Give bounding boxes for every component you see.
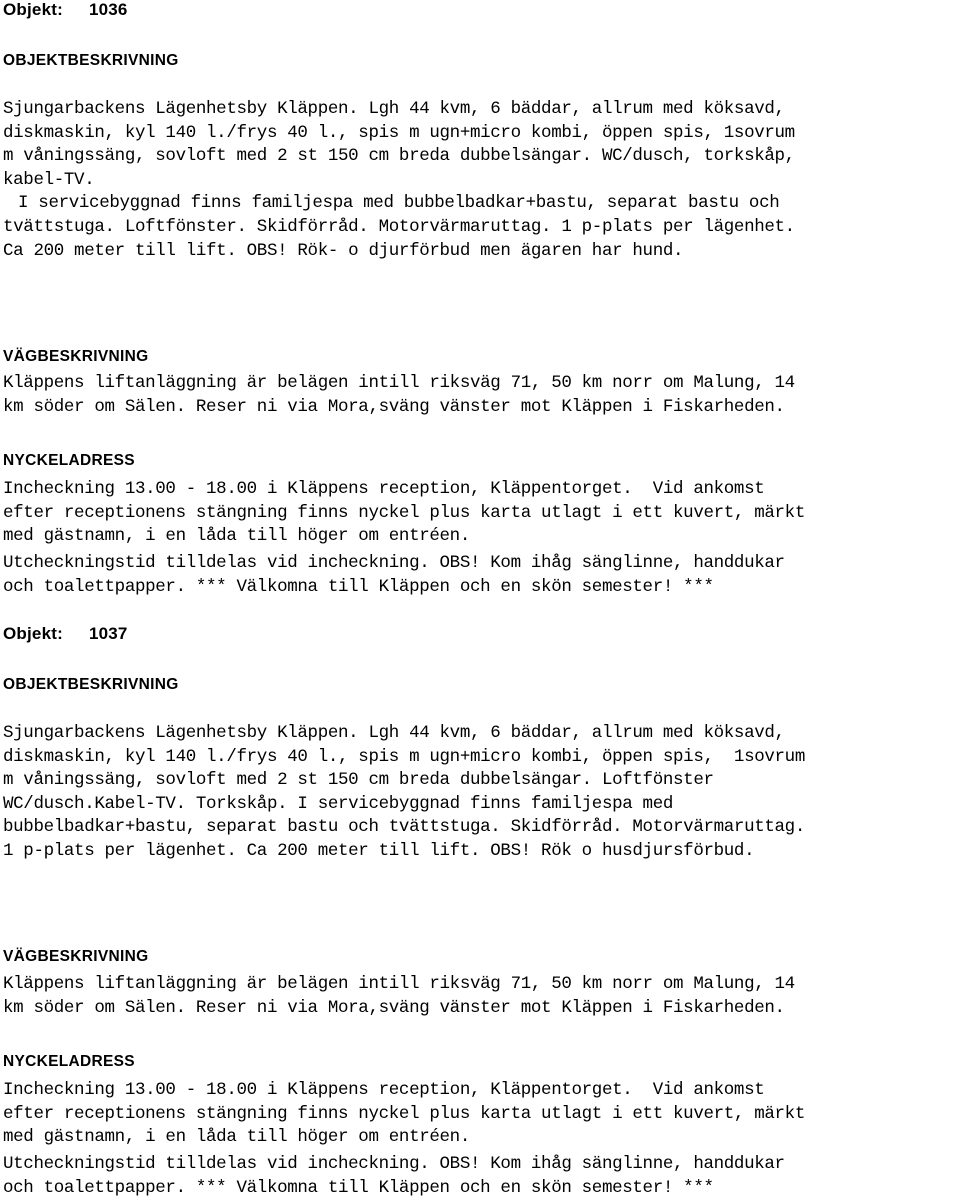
text-line: m våningssäng, sovloft med 2 st 150 cm breda dubbelsängar. WC/dusch, torkskåp,	[3, 146, 795, 167]
text-line: m våningssäng, sovloft med 2 st 150 cm breda dubbelsängar. Loftfönster	[3, 770, 714, 791]
objekt-title	[3, 622, 128, 646]
text-line: diskmaskin, kyl 140 l./frys 40 l., spis m ugn+micro kombi, öppen spis, 1sovrum	[3, 122, 795, 143]
text-line: km söder om Sälen. Reser ni via Mora,sväng vänster mot Kläppen i Fiskarheden.	[3, 396, 785, 417]
vagbeskrivning-text	[3, 372, 960, 419]
objektbeskrivning-heading: OBJEKTBESKRIVNING	[3, 676, 179, 693]
text-line: Sjungarbackens Lägenhetsby Kläppen. Lgh 44 kvm, 6 bäddar, allrum med köksavd,	[3, 723, 785, 743]
text-line: diskmaskin, kyl 140 l./frys 40 l., spis m ugn+micro kombi, öppen spis, 1sovrum	[3, 746, 805, 767]
vagbeskrivning-heading: VÄGBESKRIVNING	[3, 348, 149, 365]
text-line: Incheckning 13.00 - 18.00 i Kläppens reception, Kläppentorget. Vid ankomst	[3, 1080, 765, 1100]
text-line: och toalettpapper. *** Välkomna till Kläppen och en skön semester! ***	[3, 1177, 714, 1198]
objekt-label: Objekt:	[3, 0, 63, 19]
nyckeladress-heading: NYCKELADRESS	[3, 1053, 135, 1070]
vagbeskrivning-text	[3, 973, 960, 1020]
text-line: kabel-TV.	[3, 169, 95, 190]
text-line: efter receptionens stängning finns nyckel plus karta utlagt i ett kuvert, märkt	[3, 1103, 805, 1124]
text-line: Sjungarbackens Lägenhetsby Kläppen. Lgh 44 kvm, 6 bäddar, allrum med köksavd,	[3, 99, 785, 119]
nyckeladress-text	[3, 1079, 960, 1150]
text-line: bubbelbadkar+bastu, separat bastu och tvättstuga. Skidförråd. Motorvärmaruttag.	[3, 817, 805, 838]
text-line: efter receptionens stängning finns nyckel plus karta utlagt i ett kuvert, märkt	[3, 502, 805, 523]
utcheckning-text	[3, 1153, 960, 1200]
text-line: med gästnamn, i en låda till höger om entréen.	[3, 526, 470, 547]
objektbeskrivning-heading: OBJEKTBESKRIVNING	[3, 52, 179, 69]
text-line: och toalettpapper. *** Välkomna till Kläppen och en skön semester! ***	[3, 576, 714, 597]
text-line: med gästnamn, i en låda till höger om entréen.	[3, 1127, 470, 1148]
utcheckning-text	[3, 552, 960, 599]
text-line: Utcheckningstid tilldelas vid incheckning. OBS! Kom ihåg sänglinne, handdukar	[3, 1154, 785, 1174]
vagbeskrivning-heading: VÄGBESKRIVNING	[3, 948, 149, 965]
text-line: tvättstuga. Loftfönster. Skidförråd. Motorvärmaruttag. 1 p-plats per lägenhet.	[3, 216, 795, 237]
nyckeladress-text	[3, 478, 960, 549]
text-line: WC/dusch.Kabel-TV. Torkskåp. I servicebyggnad finns familjespa med	[3, 793, 674, 814]
text-line: km söder om Sälen. Reser ni via Mora,sväng vänster mot Kläppen i Fiskarheden.	[3, 997, 785, 1018]
objekt-label: Objekt:	[3, 624, 63, 643]
text-line: Ca 200 meter till lift. OBS! Rök- o djurförbud men ägaren har hund.	[3, 240, 684, 261]
text-line: Utcheckningstid tilldelas vid incheckning. OBS! Kom ihåg sänglinne, handdukar	[3, 553, 785, 573]
text-line: I servicebyggnad finns familjespa med bubbelbadkar+bastu, separat bastu och	[18, 193, 780, 214]
text-line: Incheckning 13.00 - 18.00 i Kläppens reception, Kläppentorget. Vid ankomst	[3, 479, 765, 499]
text-line: Kläppens liftanläggning är belägen intill riksväg 71, 50 km norr om Malung, 14	[3, 373, 795, 393]
objekt-number: 1037	[88, 624, 128, 643]
objektbeskrivning-text	[3, 722, 960, 864]
text-line: Kläppens liftanläggning är belägen intill riksväg 71, 50 km norr om Malung, 14	[3, 974, 795, 994]
text-line: 1 p-plats per lägenhet. Ca 200 meter till lift. OBS! Rök o husdjursförbud.	[3, 840, 755, 861]
nyckeladress-heading: NYCKELADRESS	[3, 452, 135, 469]
objektbeskrivning-text	[3, 98, 960, 263]
objekt-number: 1036	[88, 0, 128, 19]
objekt-title	[3, 0, 128, 22]
